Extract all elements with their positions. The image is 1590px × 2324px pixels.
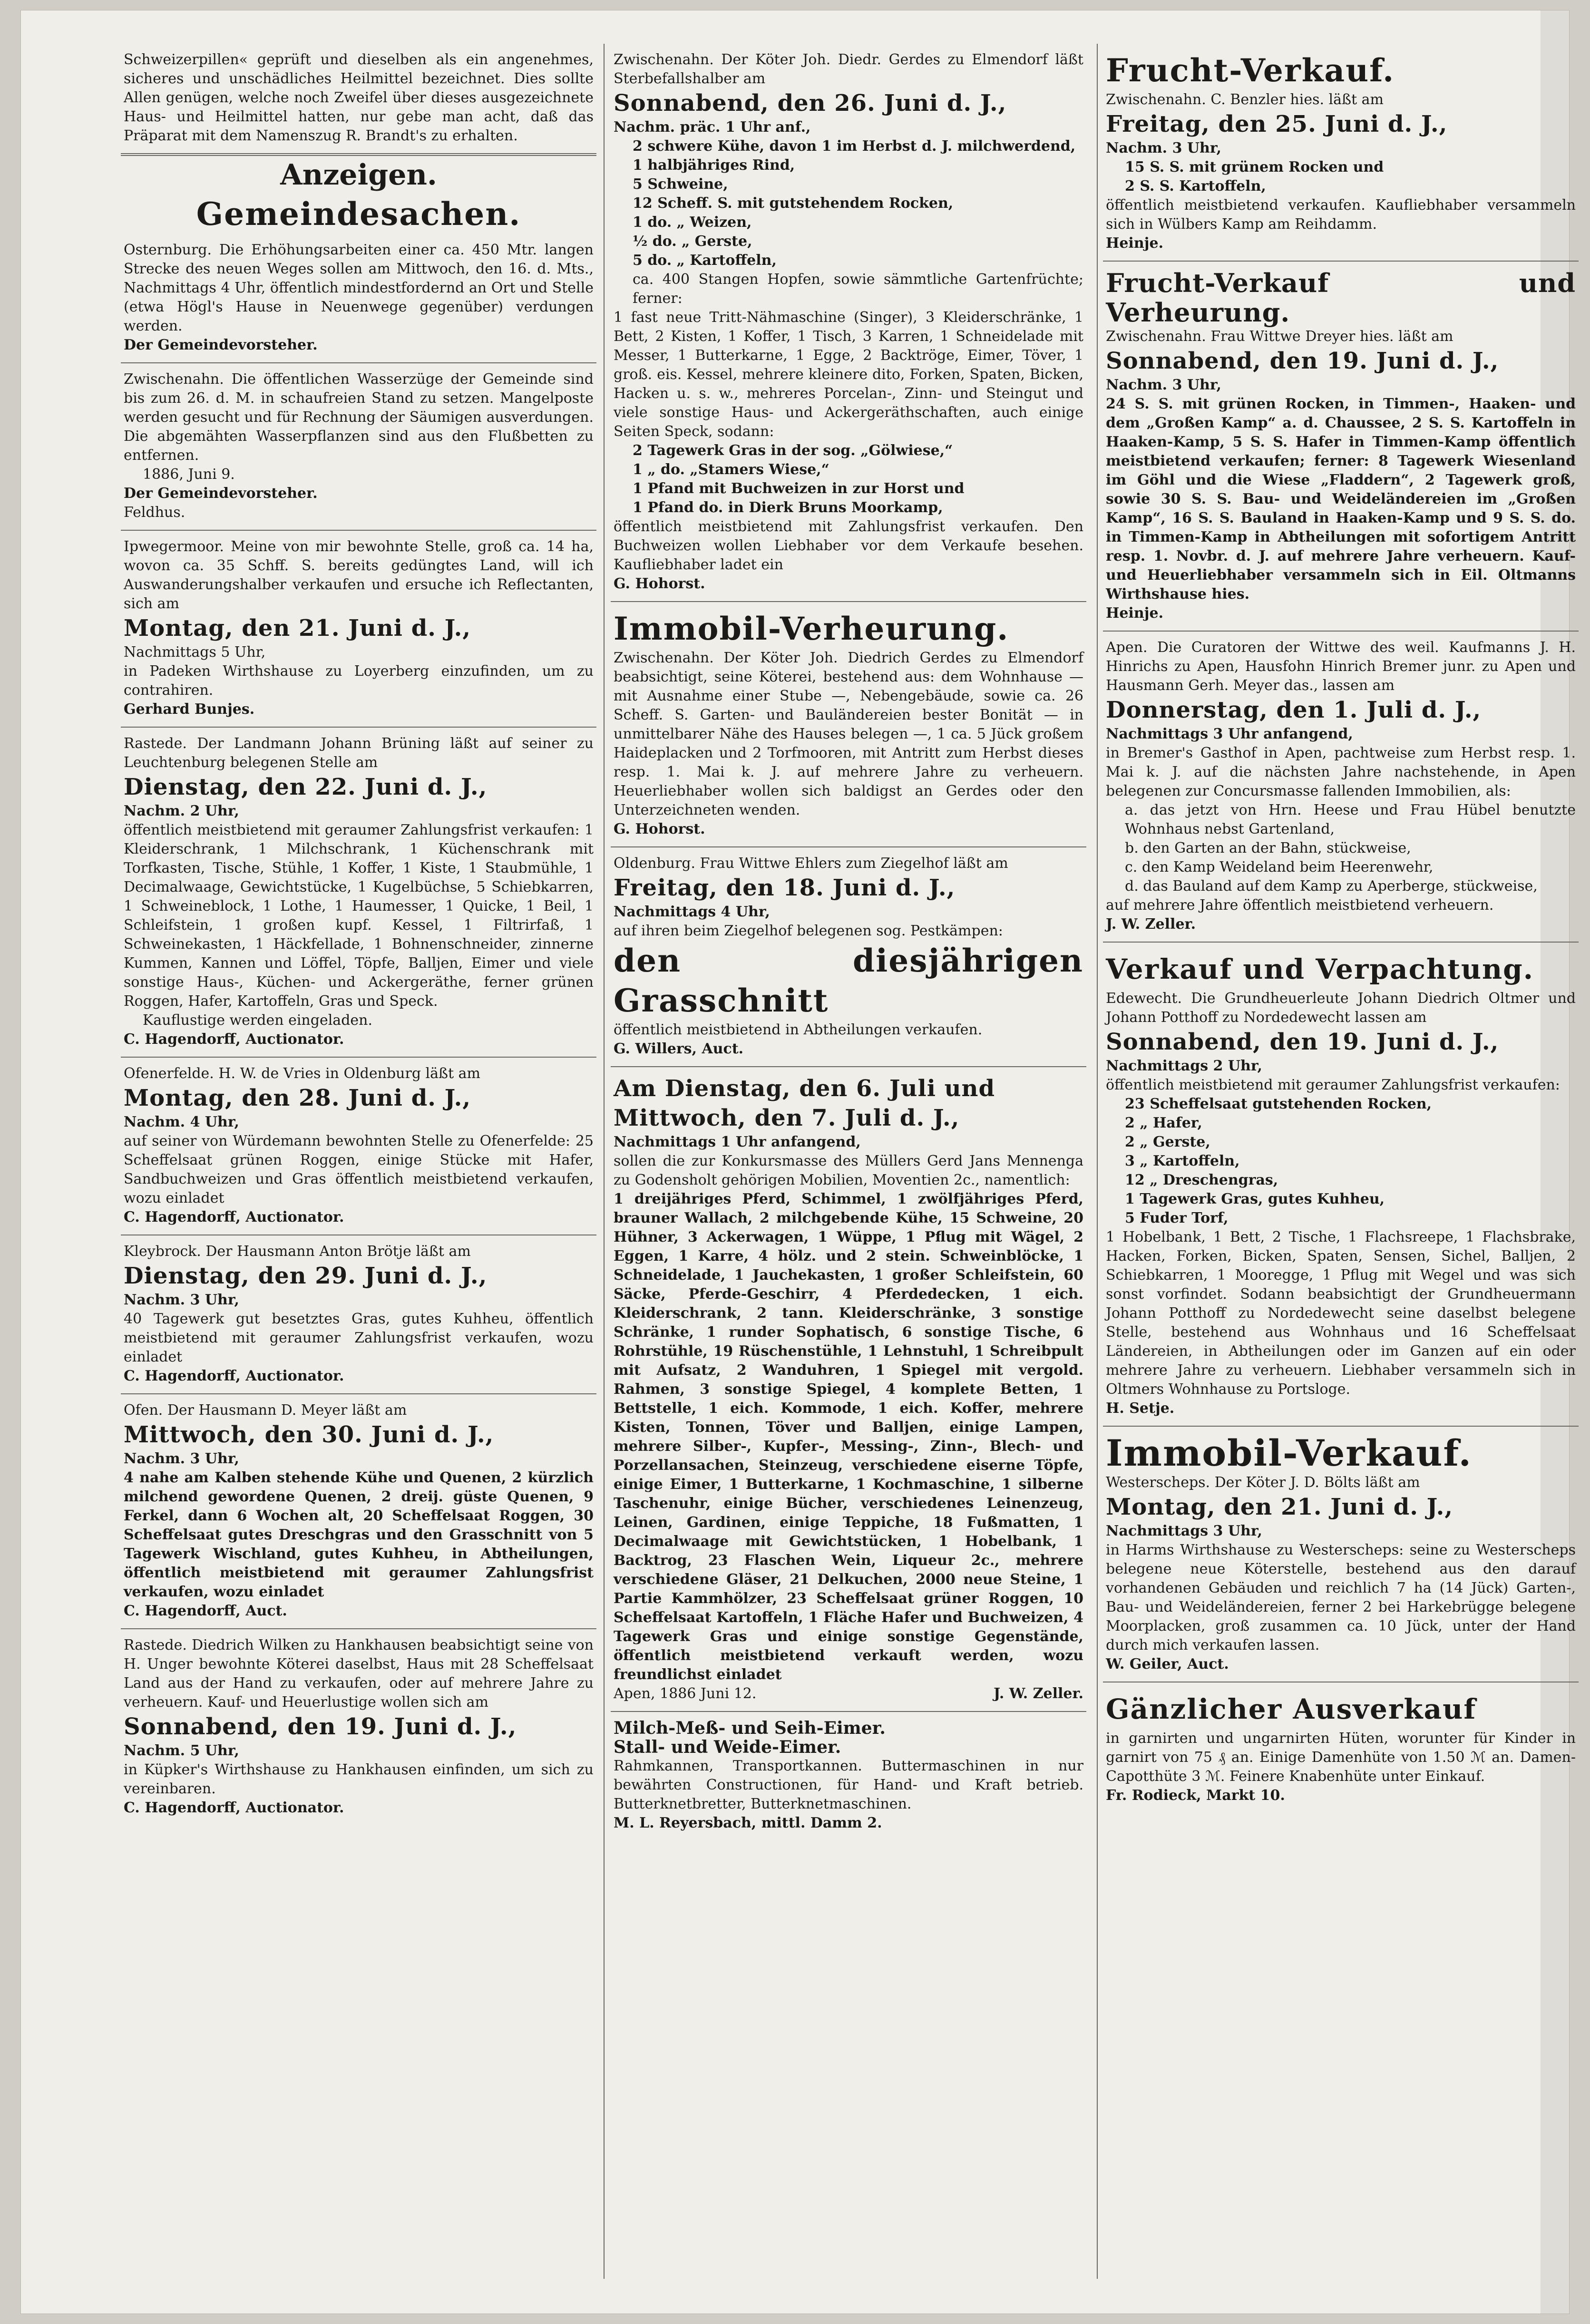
ad-zwischenahn: Zwischenahn. Die öffentlichen Wasserzüge der Gemeinde sind bis zum 26. d. M. in schaufreien Stand zu setzen. Mangelposte werden gesucht und für Rechnung der Säumigen ausverdungen. Die abgemähten Wasserpflanzen sind aus den Flußbetten zu entfernen. 1886, Juni 9. Der Gemeindevorsteher. Feldhus. — [121, 363, 596, 531]
ad-rastede-2: Rastede. Diedrich Wilken zu Hankhausen beabsichtigt seine von H. Unger bewohnte Köterei daselbst, Haus mit 28 Scheffelsaat Land aus der Hand zu verkaufen, oder auf mehrere Jahre zu verheuern. Kauf- und Heuerlustige wollen sich am Sonnabend, den 19. Juni d. J., Nachm. 5 Uhr, in Küpker's Wirthshause zu Hankhausen einfinden, um sich zu vereinbaren. C. Hagendorff, Auctionator. — [124, 1637, 594, 1816]
section-title: Anzeigen. — [280, 158, 437, 192]
ad-ausverkauf: Gänzlicher Ausverkauf in garnirten und ungarnirten Hüten, worunter für Kinder in garnirt von 75 ₰ an. Einige Damenhüte von 1.50 ℳ an. Damen-Capotthüte 3 ℳ. Feinere Knabenhüte unter Einkauf. Fr. Rodieck, Markt 10. — [1106, 1693, 1576, 1804]
ad-osternburg: Osternburg. Die Erhöhungsarbeiten einer ca. 450 Mtr. langen Strecke des neuen Weges sollen am Mittwoch, den 16. d. Mts., Nachmittags 4 Uhr, öffentlich mindestfordernd an Ort und Stelle (etwa Högl's Hause in Neuenwege gegenüber) verdungen werden. Der Gemeindevorsteher. — [121, 234, 596, 363]
column-2 — [611, 44, 1086, 1840]
ad-frucht-verkauf: Frucht-Verkauf. Zwischenahn. C. Benzler hies. läßt am Freitag, den 25. Juni d. J., Nachm. 3 Uhr, 15 S. S. mit grünem Rocken und 2 S. S. Kartoffeln, öffentlich meistbietend verkaufen. Kaufliebhaber versammeln sich in Wülbers Kamp am Reihdamm. Heinje. — [1103, 44, 1579, 262]
ad-immobil-verkauf: Immobil-Verkauf. Westerscheps. Der Köter J. D. Bölts läßt am Montag, den 21. Juni d. J., Nachmittags 3 Uhr, in Harms Wirthshause zu Westerscheps: seine zu Westerscheps belegene neue Köterstelle, bestehend aus den darauf vorhandenen Gebäuden und reichlich 7 ha (14 Jück) Garten-, Bau- und Weideländereien, ferner 2 bei Harkebrügge belegene Moorplacken, groß zusammen ca. 10 Jück, unter der Hand durch mich verkaufen lassen. W. Geiler, Auct. — [1103, 1427, 1579, 1682]
ad-rastede-1: Rastede. Der Landmann Johann Brüning läßt auf seiner zu Leuchtenburg belegenen Stelle am Dienstag, den 22. Juni d. J., Nachm. 2 Uhr, öffentlich meistbietend mit geraumer Zahlungsfrist verkaufen: 1 Kleiderschrank, 1 Milchschrank, 1 Küchenschrank mit Torfkasten, Tische, Stühle, 1 Koffer, 1 Kiste, 1 Staubmühle, 1 Decimalwaage, Gewichtstücke, 1 Kugelbüchse, 5 Schiebkarren, 1 Schweineblock, 1 Lothe, 1 Haumesser, 1 Quicke, 1 Beil, 1 Schleifstein, 1 großen kupf. Kessel, 1 Filtrirfaß, 1 Schweinekasten, 1 Häckfellade, 1 Bohnenschneider, zinnerne Kummen, Kannen und Löffel, Töpfe, Balljen, Eimer und viele sonstige Haus-, Küchen- und Ackergeräthe, ferner grünen Roggen, Hafer, Kartoffeln, Gras und Speck. Kauflustige werden eingeladen. C. Hagendorff, Auctionator. — [121, 728, 596, 1058]
ad-apen: Apen. Die Curatoren der Wittwe des weil. Kaufmanns J. H. Hinrichs zu Apen, Hausfohn Hinrich Bremer junr. zu Apen und Hausmann Gerh. Meyer das., lassen am Donnerstag, den 1. Juli d. J., Nachmittags 3 Uhr anfangend, in Bremer's Gasthof in Apen, pachtweise zum Herbst resp. 1. Mai k. J. auf die nächsten Jahre nachstehende, in Apen belegenen zur Concursmasse fallenden Immobilien, als: a. das jetzt von Hrn. Heese und Frau Hübel benutzte Wohnhaus nebst Gartenland, b. den Garten an der Bahn, stückweise, c. den Kamp Weideland beim Heerenwehr, d. das Bauland auf dem Kamp zu Aperberge, stückweise, auf mehrere Jahre öffentlich meistbietend verheuern. J. W. Zeller. — [1103, 632, 1579, 943]
ad-verkauf-verpachtung: Verkauf und Verpachtung. Edewecht. Die Grundheuerleute Johann Diedrich Oltmer und Johann Potthoff zu Nordedewecht lassen am Sonnabend, den 19. Juni d. J., Nachmittags 2 Uhr, öffentlich meistbietend mit geraumer Zahlungsfrist verkaufen: 23 Scheffelsaat gutstehenden Rocken, 2 „ Hafer, 2 „ Gerste, 3 „ Kartoffeln, 12 „ Dreschengras, 1 Tagewerk Gras, gutes Kuhheu, 5 Fuder Torf, 1 Hobelbank, 1 Bett, 2 Tische, 1 Flachsreepe, 1 Flachsbrake, Hacken, Forken, Bicken, Spaten, Sensen, Sichel, Balljen, 2 Schiebkarren, 1 Mooregge, 1 Pflug mit Wegel und was sich sonst vorfindet. Sodann beabsichtigt der Grundheuermann Johann Potthoff zu Nordedewecht seine daselbst belegene Stelle, bestehend aus Wohnhaus und 16 Scheffelsaat Ländereien, in Abtheilungen oder im Ganzen auf ein oder mehrere Jahre zu verheuern. Liebhaber versammeln sich in Oltmers Wohnhause zu Portsloge. H. Setje. — [1103, 943, 1579, 1427]
ad-reyersbach: Milch-Meß- und Seih-Eimer. Stall- und Weide-Eimer. Rahmkannen, Transportkannen. Buttermaschinen in nur bewährten Constructionen, für Hand- und Kraft betrieb. Butterknetbretter, Butterknetmaschinen. M. L. Reyersbach, mittl. Damm 2. — [614, 1718, 1083, 1831]
column-divider — [1097, 44, 1098, 2279]
column-1 — [121, 44, 596, 1825]
newspaper-page — [21, 10, 1576, 2314]
ad-kleybrock: Kleybrock. Der Hausmann Anton Brötje läßt am Dienstag, den 29. Juni d. J., Nachm. 3 Uhr, 40 Tagewerk gut besetztes Gras, gutes Kuhheu, öffentlich meistbietend mit geraumer Zahlungsfrist verkaufen, wozu einladet C. Hagendorff, Auctionator. — [121, 1235, 596, 1394]
ad-ipwegermoor: Ipwegermoor. Meine von mir bewohnte Stelle, groß ca. 14 ha, wovon ca. 35 Schff. S. bereits gedüngtes Land, will ich Auswanderungshalber verkaufen und ersuche ich Reflectanten, sich am Montag, den 21. Juni d. J., Nachmittags 5 Uhr, in Padeken Wirthshause zu Loyerberg einzufinden, um zu contrahiren. Gerhard Bunjes. — [121, 531, 596, 728]
ad-mennenga: Am Dienstag, den 6. Juli und Mittwoch, den 7. Juli d. J., Nachmittags 1 Uhr anfangend, sollen die zur Konkursmasse des Müllers Gerd Jans Mennenga zu Godensholt gehörigen Mobilien, Moventien 2c., namentlich: 1 dreijähriges Pferd, Schimmel, 1 zwölfjähriges Pferd, brauner Wallach, 2 milchgebende Kühe, 15 Schweine, 20 Hühner, 3 Ackerwagen, 1 Wüppe, 1 Pflug mit Wägel, 2 Eggen, 1 Karre, 4 hölz. und 2 stein. Schweinblöcke, 1 Schneidelade, 1 Jauchekasten, 1 großer Schleifstein, 60 Säcke, Pferde-Geschirr, 4 Pferdedecken, 1 eich. Kleiderschrank, 2 tann. Kleiderschränke, 3 sonstige Schränke, 1 runder Sophatisch, 6 sonstige Tische, 6 Rohrstühle, 19 Rüschenstühle, 1 Lehnstuhl, 1 Schreibpult mit Aufsatz, 2 Wanduhren, 1 Spiegel mit vergold. Rahmen, 3 sonstige Spiegel, 4 komplete Betten, 1 Bettstelle, 1 eich. Kommode, 1 eich. Koffer, mehrere Kisten, Tonnen, Töver und Balljen, einige Lampen, mehrere Silber-, Kupfer-, Messing-, Zinn-, Blech- und Porzellansachen, Steinzeug, verschiedene eiserne Töpfe, einige Eimer, 1 Butterkarne, 1 Kochmaschine, 1 silberne Taschenuhr, einige Bücher, verschiedenes Leinenzeug, Leinen, Gardinen, einige Teppiche, 18 Fußmatten, 1 Decimalwaage mit Gewichtstücken, 1 Hobelbank, 1 Backtrog, 23 Flaschen Wein, Liqueur 2c., mehrere verschiedene Gläser, 21 Delkuchen, 2000 neue Steine, 1 Partie Kammhölzer, 23 Scheffelsaat grüner Roggen, 10 Scheffelsaat Kartoffeln, 1 Fläche Hafer und Buchweizen, 4 Tagewerk Gras und einige sonstige Gegenstände, öffentlich meistbietend verkauft werden, wozu freundlichst einladet Apen, 1886 Juni 12. J. W. Zeller. — [611, 1067, 1086, 1712]
ad-intro: Schweizerpillen« geprüft und dieselben als ein angenehmes, sicheres und unschädliches Heilmittel bezeichnet. Dies sollte Allen genügen, welche noch Zweifel über dieses ausgezeichnete Haus- und Heilmittel hatten, nur gebe man acht, daß das Präparat mit dem Namenszug R. Brandt's zu erhalten. — [121, 44, 596, 156]
section-title: Gemeindesachen. — [196, 195, 521, 233]
ad-frucht-verheurung: Frucht-Verkauf und Verheurung. Zwischenahn. Frau Wittwe Dreyer hies. läßt am Sonnabend, den 19. Juni d. J., Nachm. 3 Uhr, 24 S. S. mit grünen Rocken, in Timmen-, Haaken- und dem „Großen Kamp“ a. d. Chaussee, 2 S. S. Kartoffeln in Haaken-Kamp, 5 S. S. Hafer in Timmen-Kamp öffentlich meistbietend verkaufen; ferner: 8 Tagewerk Wiesenland im Göhl und die Wiese „Fladdern“, 2 Tagewerk groß, sowie 30 S. S. Bau- und Weideländereien im „Großen Kamp“, 16 S. S. Bauland in Haaken-Kamp und 9 S. S. do. in Timmen-Kamp in Abtheilungen mit sofortigem Antritt resp. 1. Novbr. d. J. auf mehrere Jahre verheuern. Kauf- und Heuerliebhaber versammeln sich in Eil. Oltmanns Wirthshause hies. Heinje. — [1103, 262, 1579, 632]
ad-ehlers: Oldenburg. Frau Wittwe Ehlers zum Ziegelhof läßt am Freitag, den 18. Juni d. J., Nachmittags 4 Uhr, auf ihren beim Ziegelhof belegenen sog. Pestkämpen: den diesjährigen Grasschnitt öffentlich meistbietend in Abtheilungen verkaufen. G. Willers, Auct. — [611, 847, 1086, 1067]
ad-ofen: Ofen. Der Hausmann D. Meyer läßt am Mittwoch, den 30. Juni d. J., Nachm. 3 Uhr, 4 nahe am Kalben stehende Kühe und Quenen, 2 kürzlich milchend gewordene Quenen, 2 dreij. güste Quenen, 9 Ferkel, dann 6 Wochen alt, 20 Scheffelsaat Roggen, 30 Scheffelsaat gutes Dreschgras und den Grasschnitt von 5 Tagewerk Wischland, gutes Kuhheu, in Abtheilungen, öffentlich meistbietend mit geraumer Zahlungsfrist verkaufen, wozu einladet C. Hagendorff, Auct. — [121, 1394, 596, 1629]
ad-immobil-verheurung: Immobil-Verheurung. Zwischenahn. Der Köter Joh. Diedrich Gerdes zu Elmendorf beabsichtigt, seine Köterei, bestehend aus: dem Wohnhause — mit Ausnahme einer Stube —, Nebengebäude, sowie ca. 26 Scheff. S. Garten- und Bauländereien bester Bonität — in unmittelbarer Nähe des Hauses belegen —, 1 ca. 5 Jück großem Haideplacken und 2 Torfmooren, mit Antritt zum Herbst dieses resp. 1. Mai k. J. auf mehrere Jahre zu verheuern. Heuerliebhaber wollen sich baldigst an Gerdes oder den Unterzeichneten wenden. G. Hohorst. — [611, 602, 1086, 847]
ad-ofenerfelde: Ofenerfelde. H. W. de Vries in Oldenburg läßt am Montag, den 28. Juni d. J., Nachm. 4 Uhr, auf seiner von Würdemann bewohnten Stelle zu Ofenerfelde: 25 Scheffelsaat grünen Roggen, einige Stücke mit Hafer, Sandbuchweizen und Gras öffentlich meistbietend verkaufen, wozu einladet C. Hagendorff, Auctionator. — [121, 1058, 596, 1235]
column-divider — [604, 44, 605, 2279]
column-3 — [1103, 44, 1579, 1813]
ad-gerdes-sale: Zwischenahn. Der Köter Joh. Diedr. Gerdes zu Elmendorf läßt Sterbefallshalber am Sonnabend, den 26. Juni d. J., Nachm. präc. 1 Uhr anf., 2 schwere Kühe, davon 1 im Herbst d. J. milchwerdend, 1 halbjähriges Rind, 5 Schweine, 12 Scheff. S. mit gutstehendem Rocken, 1 do. „ Weizen, ½ do. „ Gerste, 5 do. „ Kartoffeln, ca. 400 Stangen Hopfen, sowie sämmtliche Gartenfrüchte; ferner: 1 fast neue Tritt-Nähmaschine (Singer), 3 Kleiderschränke, 1 Bett, 2 Kisten, 1 Koffer, 1 Tisch, 3 Karren, 1 Schneidelade mit Messer, 1 Butterkarne, 1 Egge, 2 Backtröge, Eimer, Töver, 1 groß. eis. Kessel, mehrere kleinere dito, Forken, Spaten, Bicken, Hacken u. s. w., mehreres Porcelan-, Zinn- und Steingut und viele sonstige Haus- und Ackergeräthschaften, auch einige Seiten Speck, sodann: 2 Tagewerk Gras in der sog. „Gölwiese,“ 1 „ do. „Stamers Wiese,“ 1 Pfand mit Buchweizen in zur Horst und 1 Pfand do. in Dierk Bruns Moorkamp, öffentlich meistbietend mit Zahlungsfrist verkaufen. Den Buchweizen wollen Liebhaber vor dem Verkaufe besehen. Kaufliebhaber ladet ein G. Hohorst. — [611, 44, 1086, 602]
